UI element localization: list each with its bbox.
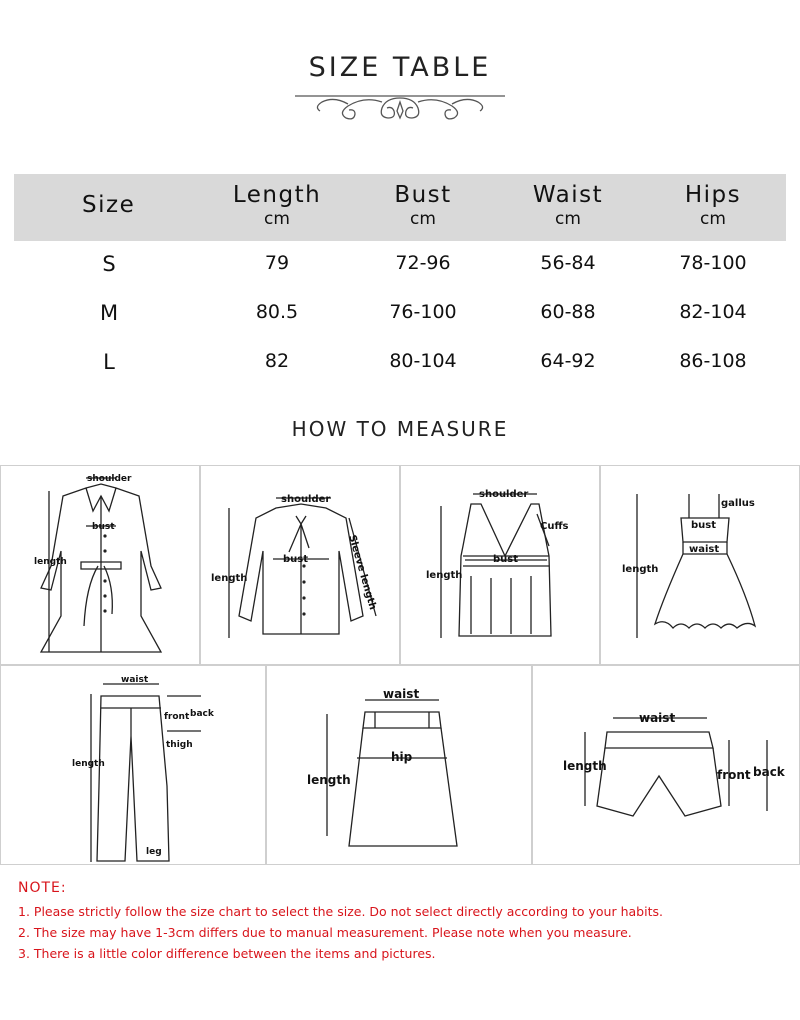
header-length [217, 174, 337, 241]
top-bust-label: bust [493, 554, 519, 565]
dress-waist-label: waist [689, 544, 720, 555]
shirt-bust-label: bust [283, 554, 309, 565]
pants-length-label: length [72, 759, 105, 769]
pants-waist-label: waist [121, 675, 149, 685]
coat-diagram [0, 465, 200, 665]
header-length-unit: cm [264, 209, 290, 229]
skirt-diagram [266, 665, 532, 865]
header-hips-name: Hips [684, 182, 742, 208]
header-length-name: Length [232, 182, 322, 208]
dress-gallus-label: gallus [721, 498, 755, 509]
header-hips-unit: cm [700, 209, 726, 229]
top-diagram [400, 465, 600, 665]
shorts-length-label: length [563, 759, 607, 773]
table-row [0, 301, 800, 331]
header-waist-name: Waist [532, 182, 604, 208]
shorts-diagram [532, 665, 800, 865]
note-item: 3. There is a little color difference between the items and pictures. [18, 946, 436, 961]
shirt-shoulder-label: shoulder [281, 494, 331, 505]
row-waist: 64-92 [540, 350, 596, 372]
top-shoulder-label: shoulder [479, 489, 529, 500]
pants-back-label: back [190, 709, 214, 719]
row-hips: 86-108 [679, 350, 747, 372]
header-bust [363, 174, 483, 241]
header-waist [508, 174, 628, 241]
note-item: 1. Please strictly follow the size chart to select the size. Do not select directly according to your habits. [18, 904, 663, 919]
page-title: SIZE TABLE [308, 52, 492, 83]
row-size: L [103, 350, 115, 374]
shirt-length-label: length [211, 573, 248, 584]
row-bust: 76-100 [389, 301, 457, 323]
row-length: 82 [264, 350, 290, 372]
header-waist-unit: cm [555, 209, 581, 229]
dress-length-label: length [622, 564, 659, 575]
row-length: 80.5 [255, 301, 299, 323]
dress-bust-label: bust [691, 520, 717, 531]
header-size: Size [82, 192, 136, 218]
size-table-header [14, 174, 786, 241]
row-length: 79 [264, 252, 290, 274]
shorts-front-label: front [717, 768, 751, 782]
measure-diagrams [0, 465, 800, 865]
skirt-hip-label: hip [391, 750, 413, 764]
skirt-length-label: length [307, 773, 351, 787]
section-subtitle: HOW TO MEASURE [291, 417, 509, 441]
row-bust: 72-96 [395, 252, 451, 274]
row-size: M [99, 301, 119, 325]
shorts-waist-label: waist [639, 711, 676, 725]
pants-leg-label: leg [146, 847, 162, 857]
row-bust: 80-104 [389, 350, 457, 372]
row-waist: 60-88 [540, 301, 596, 323]
table-row [0, 252, 800, 282]
top-length-label: length [426, 570, 463, 581]
pants-diagram [0, 665, 266, 865]
coat-length-label: length [34, 557, 67, 567]
shirt-sleeve-label: Sleeve length [346, 533, 379, 612]
notes-title: NOTE: [18, 880, 67, 896]
notes-section [18, 880, 788, 967]
dress-diagram [600, 465, 800, 665]
coat-bust-label: bust [92, 522, 115, 532]
row-size: S [102, 252, 116, 276]
shirt-diagram [200, 465, 400, 665]
coat-shoulder-label: shoulder [87, 474, 132, 484]
pants-front-label: front [164, 712, 190, 722]
row-hips: 82-104 [679, 301, 747, 323]
header-bust-unit: cm [410, 209, 436, 229]
header-hips [653, 174, 773, 241]
shorts-back-label: back [753, 765, 785, 779]
skirt-waist-label: waist [383, 687, 420, 701]
ornament-divider-icon [290, 88, 510, 124]
header-bust-name: Bust [394, 182, 452, 208]
row-hips: 78-100 [679, 252, 747, 274]
row-waist: 56-84 [540, 252, 596, 274]
table-row [0, 350, 800, 380]
note-item: 2. The size may have 1-3cm differs due to manual measurement. Please note when you measure. [18, 925, 632, 940]
pants-thigh-label: thigh [166, 740, 193, 750]
top-cuffs-label: Cuffs [540, 521, 569, 532]
